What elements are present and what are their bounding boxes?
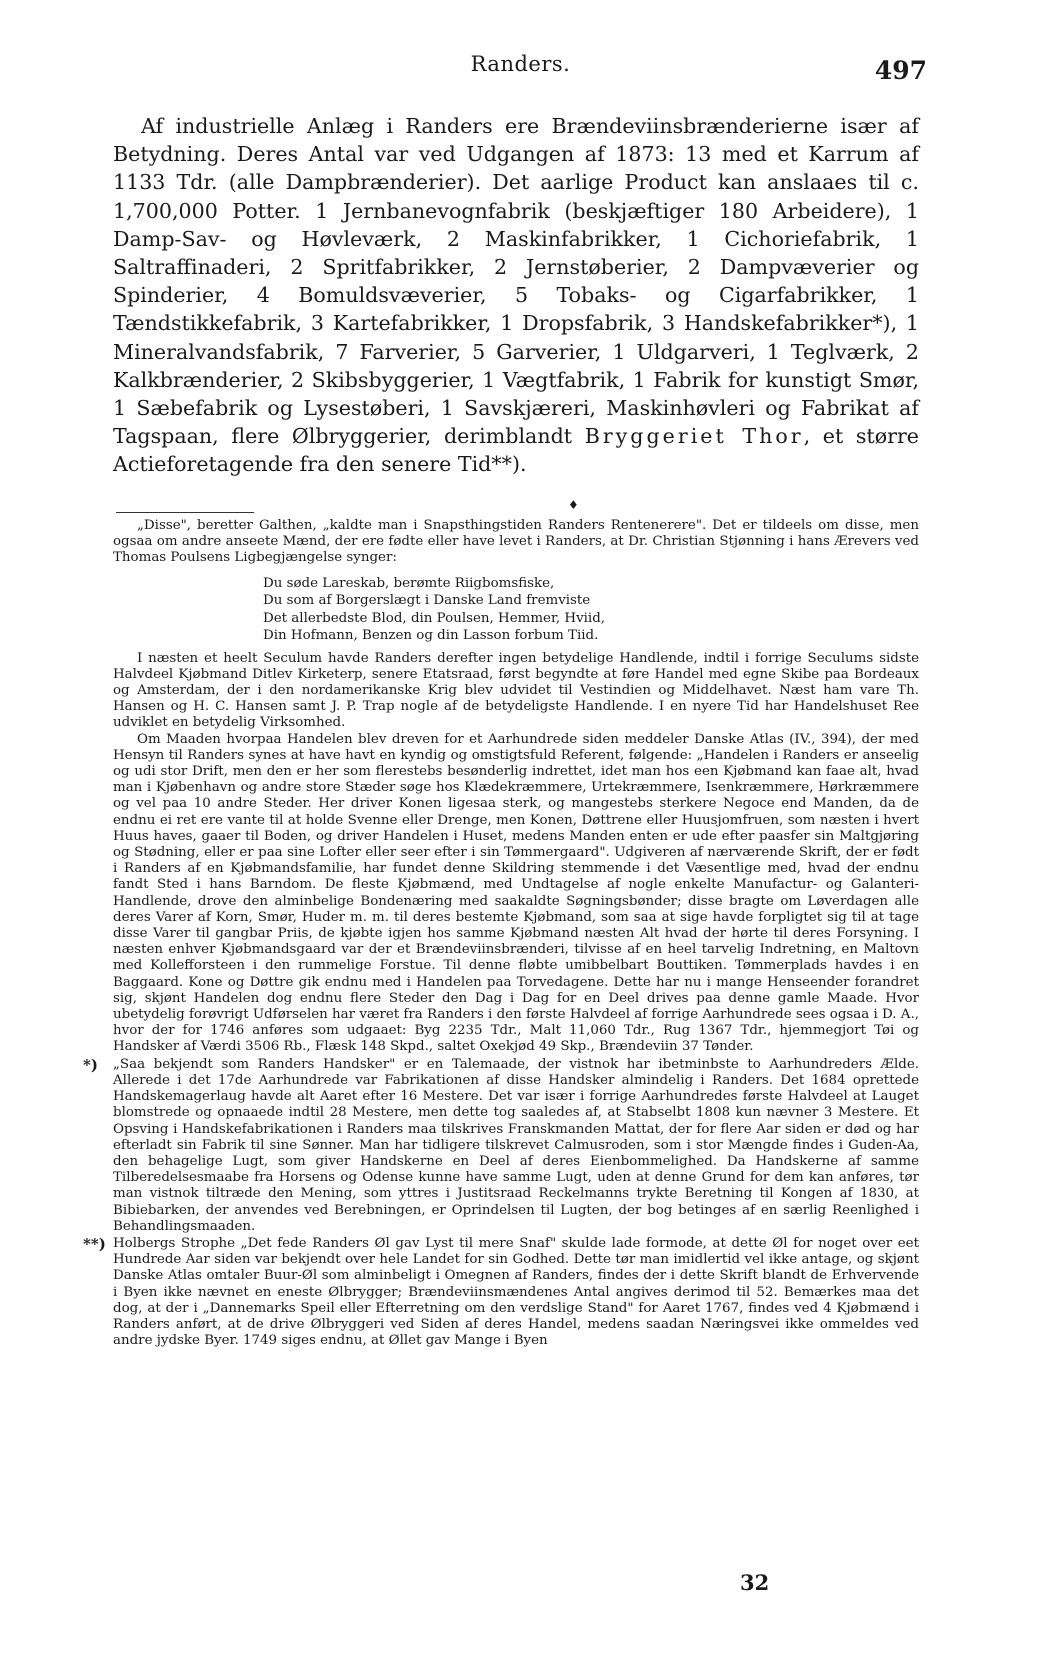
footnote-paragraph-1: I næsten et heelt Seculum havde Randers derefter ingen betydelige Handlende, indtil i forrige Seculums sidste Halvdeel Kjøbmand Ditlev Kirketerp, senere Etatsraad, først begyndte at føre Handel med egne Skibe paa Bordeaux og Amsterdam, der i den nordamerikanske Krig blev udvidet til Vestindien og Middelhavet. Næst ham vare Th. Hansen og H. C. Hansen samt J. P. Trap nogle af de betydeligste Handlende. I en nyere Tid har Handelshuset Ree udviklet en betydelig Virksomhed. (113, 650, 919, 731)
footnote-double-star (83, 1234, 919, 1349)
main-paragraph-body: Af industrielle Anlæg i Randers ere Brændeviinsbrænderierne især af Betydning. Deres Antal var ved Udgangen af 1873: 13 med et Karrum af 1133 Tdr. (alle Dampbrænderier). Det aarlige Product kan anslaaes til c. 1,700,000 Potter. 1 Jernbanevognfabrik (beskjæftiger 180 Arbeidere), 1 Damp-Sav- og Høvleværk, 2 Maskinfabrikker, 1 Cichoriefabrik, 1 Saltraffinaderi, 2 Spritfabrikker, 2 Jernstøberier, 2 Dampvæverier og Spinderier, 4 Bomuldsvæverier, 5 Tobaks- og Cigarfabrikker, 1 Tændstikkefabrik, 3 Kartefabrikker, 1 Dropsfabrik, 3 Handskefabrikker*), 1 Mineralvandsfabrik, 7 Farverier, 5 Garverier, 1 Uldgarveri, 1 Teglværk, 2 Kalkbrænderier, 2 Skibsbyggerier, 1 Vægtfabrik, 1 Fabrik for kunstigt Smør, 1 Sæbefabrik og Lysestøberi, 1 Savskjæreri, Maskinhøvleri og Fabrikat af Tagspaan, flere Ølbryggerier, derimblandt (113, 114, 919, 449)
signature-mark: 32 (740, 1570, 770, 1595)
footnote-marker: *) (83, 1055, 98, 1074)
poem-quote (263, 575, 919, 645)
poem-line: Det allerbedste Blod, din Poulsen, Hemmer, Hviid, (263, 610, 606, 626)
footnote-rule (116, 512, 254, 513)
highlight-name: Bryggeriet Thor (584, 424, 804, 449)
footnote-intro: „Disse", beretter Galthen, „kaldte man i Snapsthingstiden Randers Rentenerere". Det er tildeels om disse, men ogsaa om andre anseete Mænd, der ere fødte eller have levet i Randers, at Dr. Christian Stjønning i hans Ærevers ved Thomas Poulsens Ligbegjængelse synger: (113, 518, 919, 566)
footnote-double-star-text: Holbergs Strophe „Det fede Randers Øl gav Lyst til mere Snaf" skulde lade formode, at dette Øl for noget over eet Hundrede Aar siden var bekjendt over hele Landet for sin Godhed. Dette tør man imidlertid vel ikke antage, og skjønt Danske Atlas omtaler Buur-Øl som alminbeligt i Omegnen af Randers, findes der i dette Skrift blandt de Erhvervende i Byen ikke nævnet en eneste Ølbrygger; Brændeviinsmændenes Antal angives derimod til 52. Bemærkes maa det dog, at der i „Dannemarks Speil eller Efterretning om den verdslige Stand" for Aaret 1767, findes ved 4 Kjøbmænd i Randers anført, at de drive Ølbryggeri ved Siden af deres Handel, medens saadan Næringsvei ikke ommeldes ved andre jydske Byer. 1749 siges endnu, at Øllet gav Mange i Byen (113, 1235, 919, 1349)
poem-line: Din Hofmann, Benzen og din Lasson forbum Tiid. (263, 628, 599, 644)
footnotes (83, 518, 919, 1349)
footnote-paragraph-2: Om Maaden hvorpaa Handelen blev dreven for et Aarhundrede siden meddeler Danske Atlas (IV., 394), der med Hensyn til Randers synes at have havt en kyndig og omstigtsfuld Referent, følgende: „Handelen i Randers er anseelig og udi stor Drift, men den er her som flerestebs besønderlig indrettet, idet man hos een Kjøbmand kan faae alt, hvad man i Kjøbenhavn og andre store Stæder søge hos Klædekræmmere, Urtekræmmere, Isenkræmmere, Hørkræmmere og vel paa 10 andre Steder. Her driver Konen ligesaa sterk, og mangestebs sterkere Negoce end Manden, da de endnu ei ret ere vante til at holde Svenne eller Drenge, men Konen, Døttrene eller Huusjomfruen, som næsten i hvert Huus haves, gaaer til Boden, og driver Handelen i Huset, medens Manden enten er ude efter paasfer sin Maltgjøring og Stødning, eller er paa sine Lofter eller seer efter i sin Tømmergaard". Udgiveren af nærværende Skrift, der er født i Randers af en Kjøbmandsfamilie, har fundet denne Skildring stemmende i det Væsentlige med, hvad der endnu fandt Sted i hans Barndom. De fleste Kjøbmænd, med Undtagelse af nogle enkelte Manufactur- og Galanteri-Handlende, drove den alminbelige Bondenæring med saakaldte Søgningsbønder; disse bragte om Løverdagen alle deres Varer af Korn, Smør, Huder m. m. til deres bestemte Kjøbmand, som saa at sige havde forpligtet sig til at tage disse Varer til gangbar Priis, de kjøbte igjen hos samme Kjøbmand næsten Alt hvad der hørte til deres Forsyning. I næsten enhver Kjøbmandsgaard var der et Brændeviinsbrænderi, tilvisse af en heel tarvelig Indretning, en Maltovn med Kollefforsteen i den rummelige Forstue. Til denne fløbte umibbelbart Bouttiken. Tømmerplads havdes i en Baggaard. Kone og Døttre gik endnu med i Handelen paa Torvedagene. Dette har nu i mange Henseender forandret sig, skjønt Handelen dog endnu flere Steder den Dag i Dag for en Deel drives paa denne gamle Maade. Hvor ubetydelig forøvrigt Udførselen har været fra Randers i den første Halvdeel af forrige Aarhundrede sees ogsaa i D. A., hvor der for 1746 anføres som udgaaet: Byg 2235 Tdr., Malt 11,060 Tdr., Rug 1367 Tdr., hjemmegjort Tøi og Handsker af Værdi 3506 Rb., Flæsk 148 Skpd., saltet Oxekjød 49 Skp., Brændeviin 37 Tønder. (113, 731, 919, 1055)
footnote-star-text: „Saa bekjendt som Randers Handsker" er en Talemaade, der vistnok har ibetminbste to Aarhundreders Ælde. Allerede i det 17de Aarhundrede var Fabrikationen af disse Handsker almindelig i Randers. Det 1684 oprettede Handskemagerlaug havde alt Aaret efter 16 Mestere. Det var især i forrige Aarhundredes første Halvdeel at Lauget blomstrede og opnaaede indtil 28 Mestere, men dette tog saaledes af, at Stabselbt 1808 kun nævner 3 Mestere. Et Opsving i Handskefabrikationen i Randers maa tilskrives Franskmanden Mattat, der for flere Aar siden er død og har efterladt sin Fabrik til sine Sønner. Man har tidligere tilskrevet Calmusroden, som i stor Mængde findes i Guden-Aa, den behagelige Lugt, som giver Handskerne en Deel af deres Eienbommelighed. Da Handskerne af samme Tilberedelsesmaabe fra Horsens og Odense kunne have samme Lugt, uden at denne Grund for dem kan anføres, tør man vistnok tiltræde den Mening, som yttres i Justitsraad Reckelmanns trykte Beretning til Kongen af 1830, at Bibiebarken, der anvendes ved Berebningen, er Oprindelsen til Lugten, der bog betinges af en særlig Reenlighed i Behandlingsmaaden. (113, 1056, 919, 1234)
main-paragraph (113, 112, 919, 479)
page-number: 497 (874, 56, 927, 85)
footnote-marker: **) (83, 1234, 106, 1253)
poem-line: Du søde Lareskab, berømte Riigbomsfiske, (263, 575, 555, 591)
poem-line: Du som af Borgerslægt i Danske Land fremviste (263, 593, 591, 609)
running-head: Randers. (470, 52, 571, 76)
rule-ornament: ♦ (568, 498, 579, 512)
footnote-star (83, 1055, 919, 1235)
main-text (113, 112, 919, 479)
page-header (110, 52, 931, 84)
main-paragraph-end: , et større Actieforetagende fra den senere Tid**). (113, 424, 919, 477)
